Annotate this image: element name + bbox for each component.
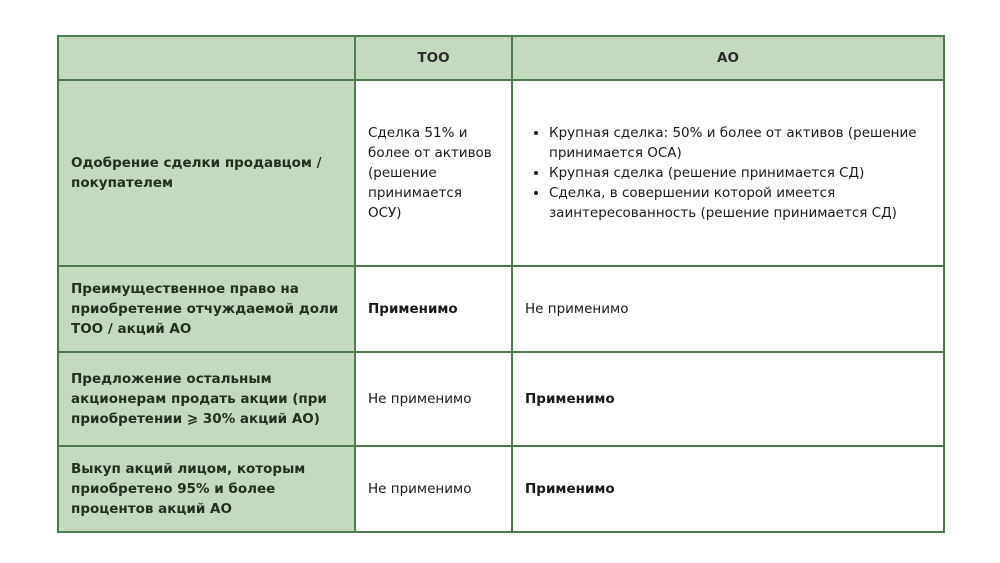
- list-item: • Крупная сделка: 50% и более от активов (решение принимается ОСА): [549, 123, 931, 163]
- cell-too: Сделка 51% и более от активов (решение принимается ОСУ): [355, 80, 512, 266]
- table-row: [58, 266, 944, 352]
- cell-ao: Применимо: [512, 352, 944, 446]
- header-corner-cell: [58, 36, 355, 80]
- table-header: [58, 36, 944, 80]
- bullet-list: [525, 123, 931, 223]
- row-label: Предложение остальным акционерам продать акции (при приобретении ⩾ 30% акций АО): [58, 352, 355, 446]
- list-item: • Крупная сделка (решение принимается СД): [549, 163, 931, 183]
- row-label: Преимущественное право на приобретение отчуждаемой доли ТОО / акций АО: [58, 266, 355, 352]
- table-row: [58, 80, 944, 266]
- cell-too: Не применимо: [355, 352, 512, 446]
- cell-too: Применимо: [355, 266, 512, 352]
- table-row: [58, 446, 944, 532]
- header-too: ТОО: [355, 36, 512, 80]
- cell-ao: [512, 80, 944, 266]
- comparison-table: [57, 35, 945, 533]
- list-item: • Сделка, в совершении которой имеется заинтересованность (решение принимается СД): [549, 183, 931, 223]
- cell-ao: Не применимо: [512, 266, 944, 352]
- header-row: [58, 36, 944, 80]
- header-ao: АО: [512, 36, 944, 80]
- row-label: Одобрение сделки продавцом / покупателем: [58, 80, 355, 266]
- row-label: Выкуп акций лицом, которым приобретено 95% и более процентов акций АО: [58, 446, 355, 532]
- table-row: [58, 352, 944, 446]
- cell-ao: Применимо: [512, 446, 944, 532]
- table-body: [58, 80, 944, 532]
- cell-too: Не применимо: [355, 446, 512, 532]
